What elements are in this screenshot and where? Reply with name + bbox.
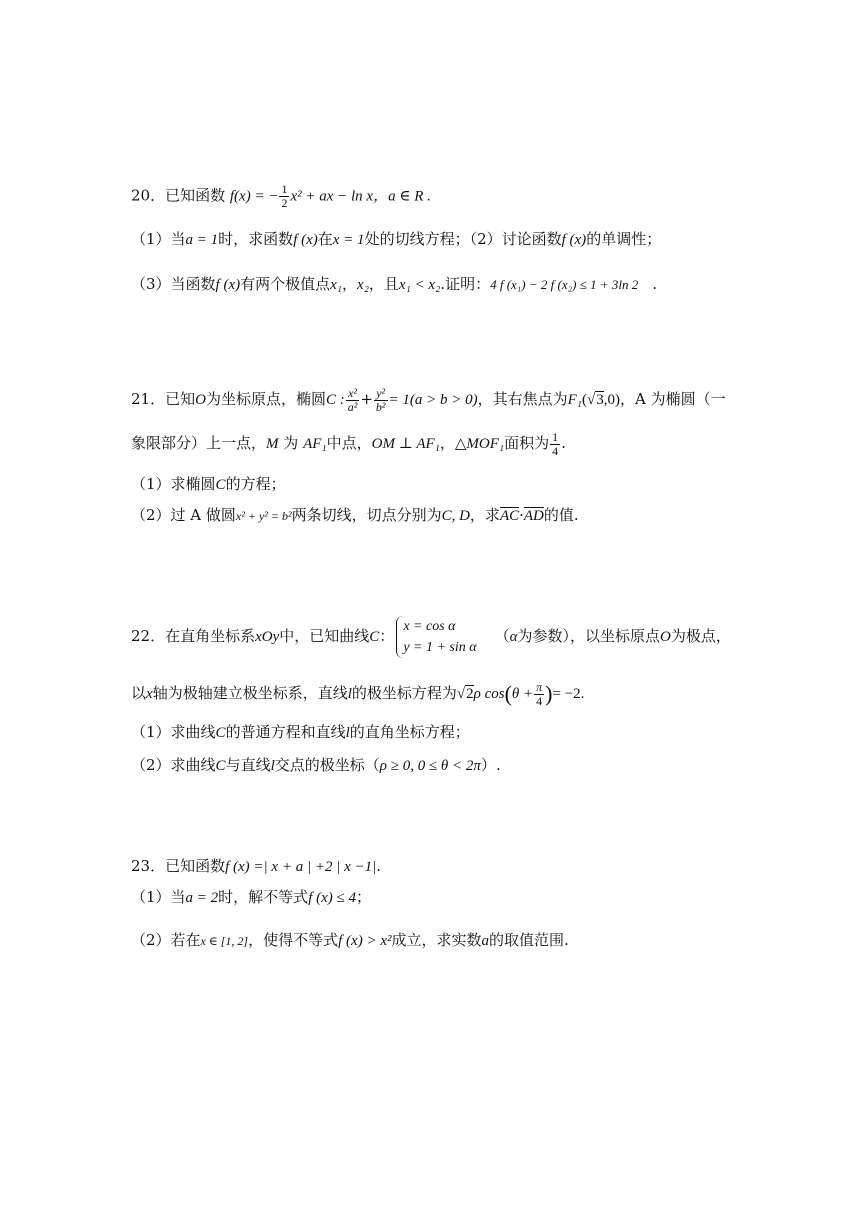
q21-number: 21． <box>131 390 166 408</box>
q22-line2: 以x轴为极轴建立极坐标系，直线l的极坐标方程为√2ρ cos(θ + $\frac{\pi}{4}$ )= −2. <box>131 679 585 708</box>
q22-parametric-system: x = cos α y = 1 + sin α <box>396 616 476 658</box>
q21-line2: 象限部分）上一点，M 为 AF₁中点，OM ⊥ AF₁，△MOF₁面积为 $\frac{1}{4}$ . <box>131 429 566 458</box>
q21-part-2: （2）过 A 做圆x² + y² = b²两条切线，切点分别为C, D，求AC·AD的值. <box>131 506 579 524</box>
q23-part-2: （2）若在x ∈ [1, 2]，使得不等式f (x) > x²成立，求实数a的取值范围. <box>131 931 569 949</box>
q20-proof-inequality: 4 f (x₁) − 2 f (x₂) ≤ 1 + 3ln 2 <box>490 277 639 292</box>
q22-line1: 22．在直角坐标系xOy中，已知曲线C： x = cos α y = 1 + sin α （α为参数），以坐标原点O为极点， <box>131 612 731 661</box>
q23-line1: 23．已知函数f (x) =| x + a | +2 | x −1|. <box>131 857 382 875</box>
q22-part-2: （2）求曲线C与直线l交点的极坐标（ρ ≥ 0, 0 ≤ θ < 2π）. <box>131 756 501 774</box>
q20-number: 20． <box>131 186 166 205</box>
q21-line1: 21．已知O为坐标原点，椭圆C : $\frac{\text{x²}}{\text{a²}}$ + $\frac{\text{y²}}{\text{b²}}$ = 1(a > b > 0)，其右焦点为F₁(√3,0)，A 为椭圆（一 <box>131 385 726 414</box>
q23-part-1: （1）当a = 2时，解不等式f (x) ≤ 4； <box>131 888 372 906</box>
q22-part-1: （1）求曲线C的普通方程和直线l的直角坐标方程； <box>131 723 470 741</box>
q20-function: f(x) = − <box>229 188 279 205</box>
q23-number: 23． <box>131 857 166 875</box>
q21-part-1: （1）求椭圆C的方程； <box>131 475 286 493</box>
q22-number: 22． <box>131 627 166 645</box>
q20-line1: 20．已知函数 f(x) = − $\frac{1}{2}$ x² + ax − ln x，a ∈ R . <box>131 182 431 210</box>
q20-part-3: （3）当函数f (x)有两个极值点x₁，x₂，且x₁ < x₂.证明：4 f (x₁) − 2 f (x₂) ≤ 1 + 3ln 2 . <box>131 275 658 293</box>
q20-parts-1-2: （1）当a = 1时，求函数f (x)在x = 1处的切线方程；（2）讨论函数f (x)的单调性； <box>131 230 662 248</box>
